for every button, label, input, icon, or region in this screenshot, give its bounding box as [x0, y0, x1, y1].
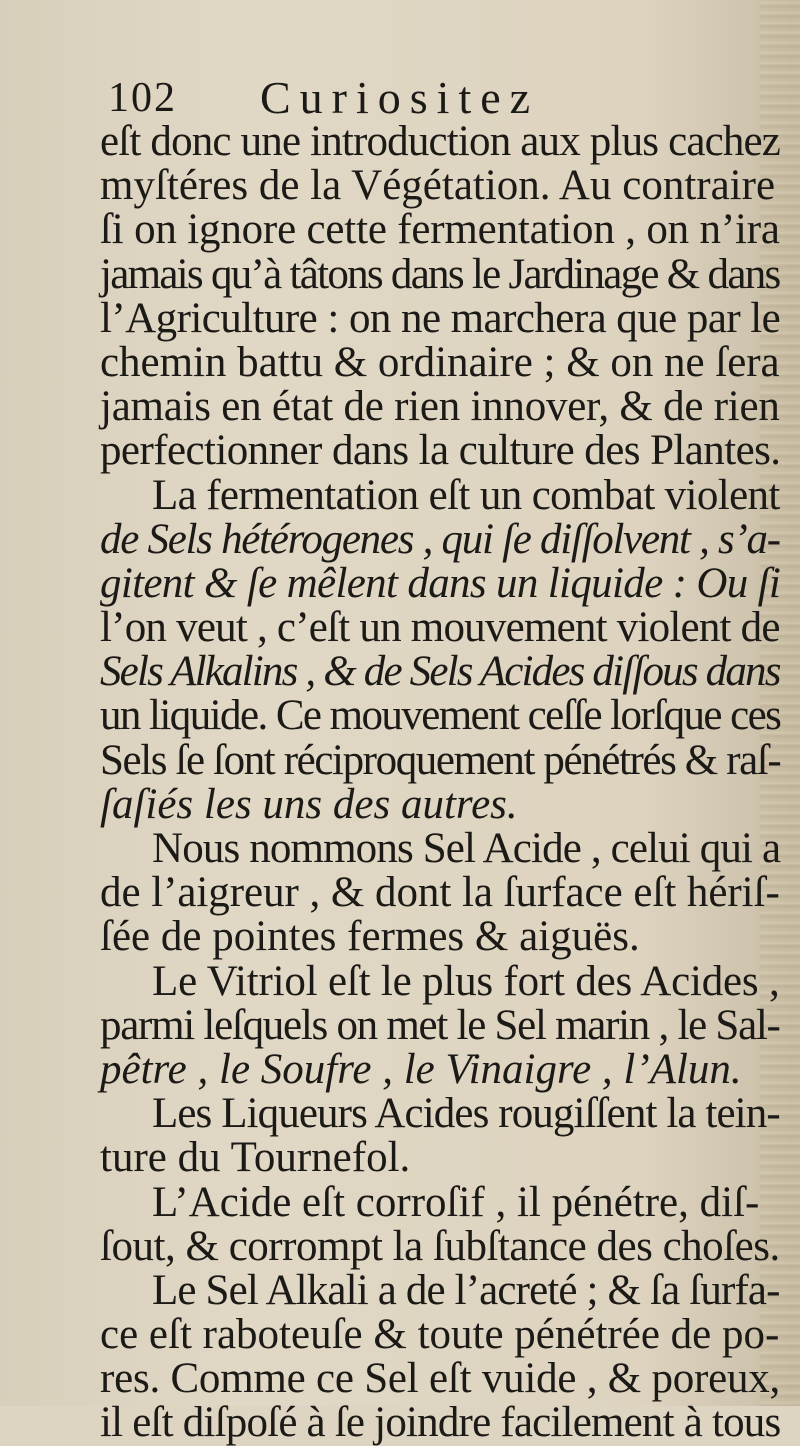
text-line: Le Vitriol eſt le plus fort des Acides ,	[152, 957, 780, 1005]
text-line: de Sels hétérogenes , qui ſe diſſolvent , s’a-	[100, 515, 780, 563]
body-text	[100, 120, 780, 1446]
text-line: Les Liqueurs Acides rougiſſent la tein-	[152, 1090, 780, 1138]
text-line: l’on veut , c’eſt un mouvement violent de	[100, 604, 780, 652]
text-line: jamais qu’à tâtons dans le Jardinage & dans	[100, 250, 780, 298]
page-number: 102	[108, 75, 177, 121]
text-line: myſtéres de la Végétation. Au contraire	[100, 162, 776, 210]
text-line: gitent & ſe mêlent dans un liquide : Ou ſi	[100, 559, 781, 607]
text-line: il eſt diſpoſé à ſe joindre facilement à tous	[100, 1399, 781, 1446]
text-line: de l’aigreur , & dont la ſurface eſt hériſ-	[100, 869, 780, 917]
text-line: jamais en état de rien innover, & de rien	[100, 383, 780, 431]
text-line: L’Acide eſt corroſif , il pénétre, diſ-	[152, 1178, 760, 1226]
text-line: l’Agriculture : on ne marchera que par le	[100, 294, 781, 342]
text-line: ture du Tournefol.	[100, 1134, 411, 1182]
running-title: Curiositez	[260, 72, 540, 123]
text-line: ſout, & corrompt la ſubſtance des choſes.	[100, 1222, 780, 1270]
text-line: parmi leſquels on met le Sel marin , le Sal-	[100, 1001, 780, 1049]
text-line: ſée de pointes fermes & aiguës.	[100, 913, 640, 961]
text-line: Sels ſe ſont réciproquement pénétrés & raſ-	[100, 736, 781, 784]
text-line: eſt donc une introduction aux plus cachez	[100, 118, 781, 165]
text-line: ſaſiés les uns des autres.	[100, 780, 518, 828]
text-line: pêtre , le Soufre , le Vinaigre , l’Alun.	[100, 1045, 742, 1093]
text-line: perfectionner dans la culture des Plantes.	[100, 427, 781, 475]
text-line: ce eſt raboteuſe & toute pénétrée de po-	[100, 1311, 780, 1359]
text-line: ſi on ignore cette fermentation , on n’ira	[100, 206, 780, 254]
text-line: Sels Alkalins , & de Sels Acides diſſous dans	[100, 648, 780, 696]
text-line: res. Comme ce Sel eſt vuide , & poreux,	[100, 1355, 781, 1403]
text-line: un liquide. Ce mouvement ceſſe lorſque ces	[100, 692, 781, 740]
text-line: Nous nommons Sel Acide , celui qui a	[152, 825, 781, 872]
text-line: La fermentation eſt un combat violent	[152, 471, 780, 519]
text-line: Le Sel Alkali a de l’acreté ; & ſa ſurfa-	[152, 1266, 780, 1314]
text-line: chemin battu & ordinaire ; & on ne ſera	[100, 338, 780, 386]
